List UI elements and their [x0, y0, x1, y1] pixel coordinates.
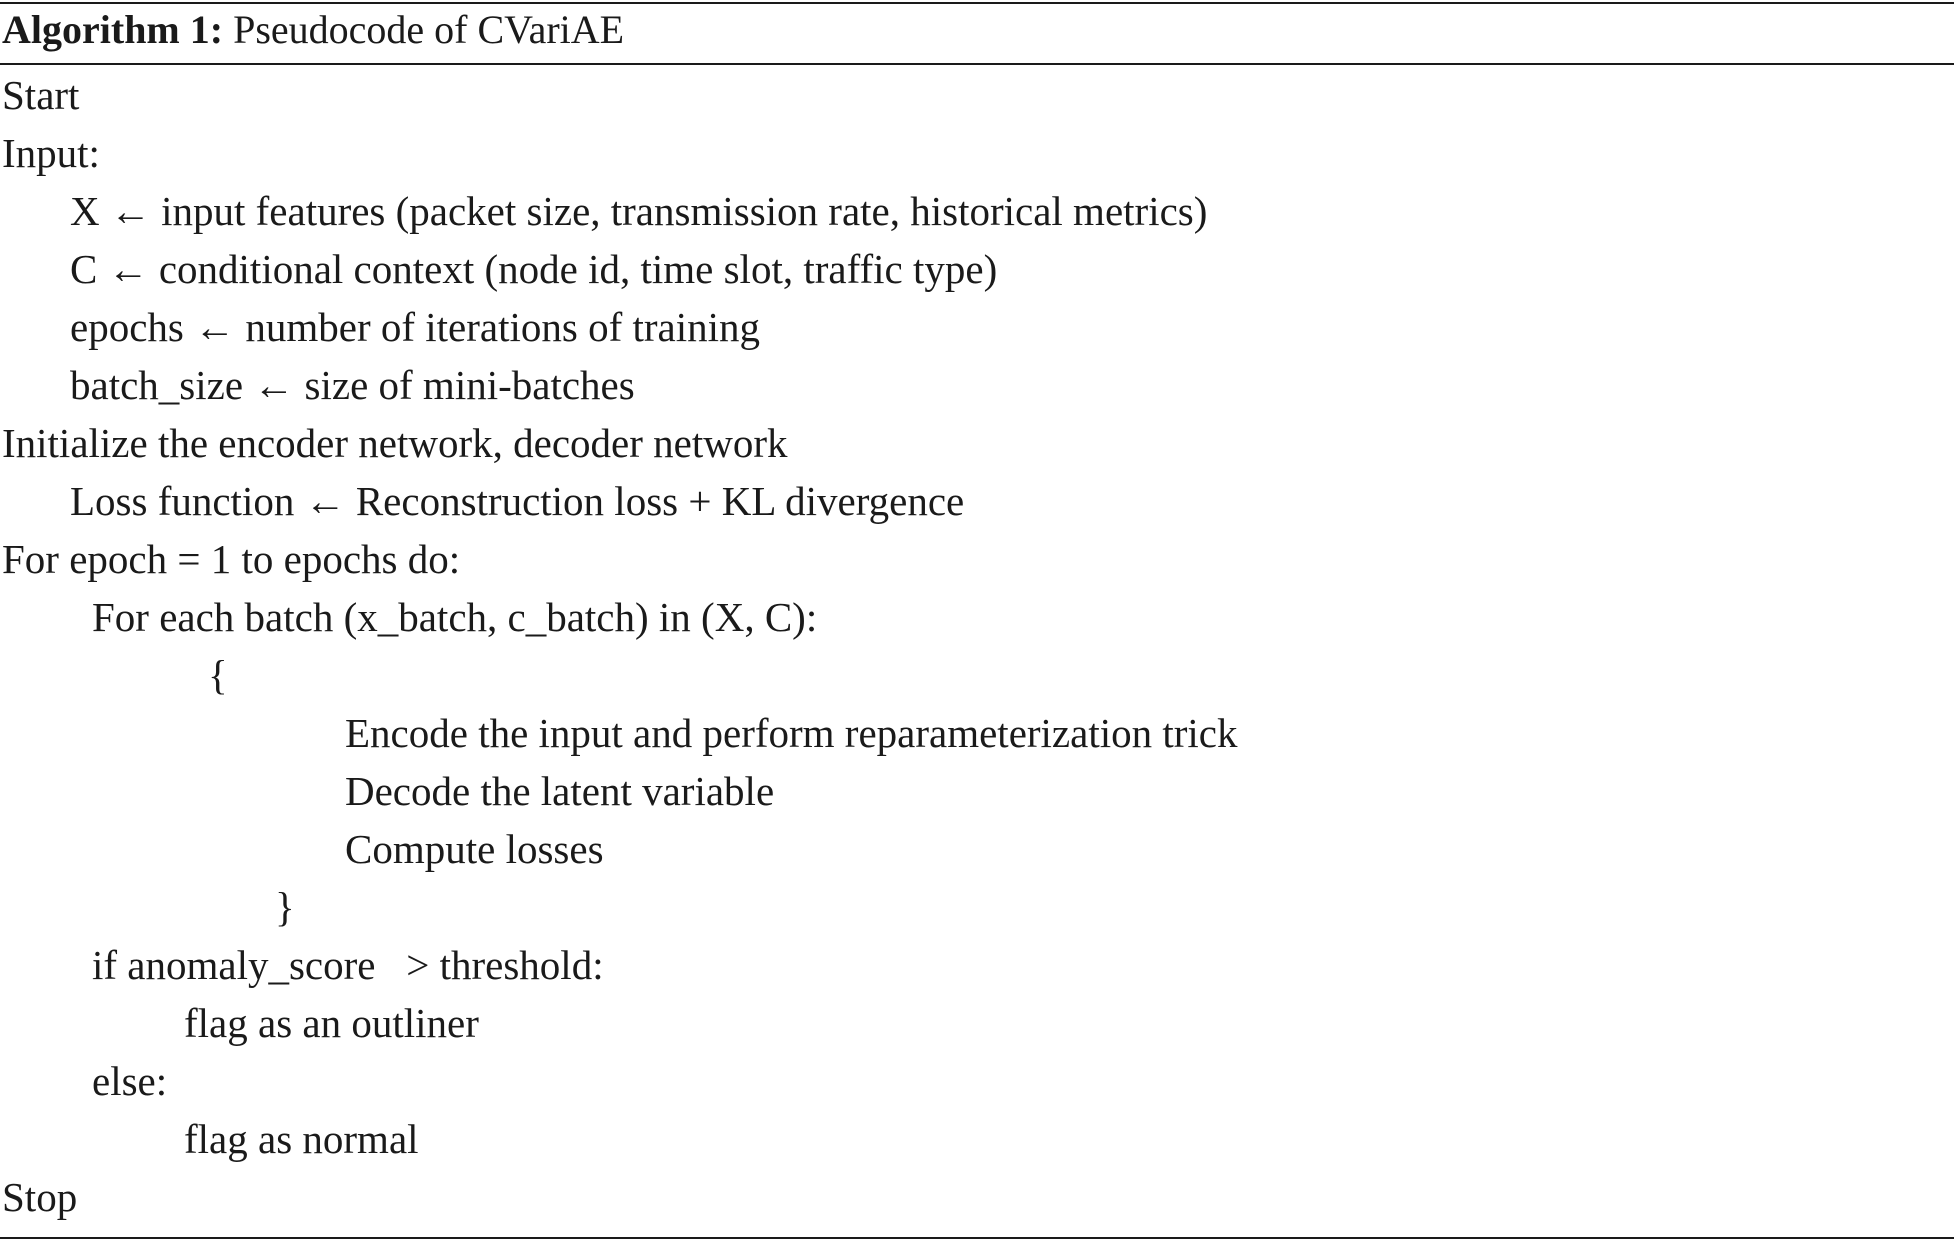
header-rule — [0, 63, 1954, 65]
line-loss-function: Loss function ← Reconstruction loss + KL divergence — [70, 478, 965, 524]
algorithm-label: Algorithm 1: — [2, 7, 224, 52]
line-flag-normal: flag as normal — [184, 1116, 419, 1162]
line-for-each-batch: For each batch (x_batch, c_batch) in (X, C): — [92, 594, 818, 640]
top-rule — [0, 2, 1954, 4]
line-open-brace: { — [208, 652, 228, 698]
line-stop: Stop — [2, 1174, 78, 1220]
line-initialize: Initialize the encoder network, decoder network — [2, 420, 788, 466]
line-epochs: epochs ← number of iterations of training — [70, 304, 760, 350]
line-flag-outliner: flag as an outliner — [184, 1000, 479, 1046]
line-encode: Encode the input and perform reparameterization trick — [345, 710, 1238, 756]
line-input-c: C ← conditional context (node id, time slot, traffic type) — [70, 246, 998, 292]
line-else: else: — [92, 1058, 168, 1104]
algorithm-caption — [2, 6, 624, 54]
line-input: Input: — [2, 130, 100, 176]
line-if-anomaly: if anomaly_score > threshold: — [92, 942, 604, 988]
bottom-rule — [0, 1237, 1954, 1239]
line-for-epoch: For epoch = 1 to epochs do: — [2, 536, 461, 582]
line-decode: Decode the latent variable — [345, 768, 775, 814]
algorithm-title: Pseudocode of CVariAE — [233, 7, 625, 52]
line-compute-losses: Compute losses — [345, 826, 604, 872]
line-close-brace: } — [275, 884, 295, 930]
line-batch-size: batch_size ← size of mini-batches — [70, 362, 635, 408]
line-input-x: X ← input features (packet size, transmission rate, historical metrics) — [70, 188, 1208, 234]
line-start: Start — [2, 72, 80, 118]
